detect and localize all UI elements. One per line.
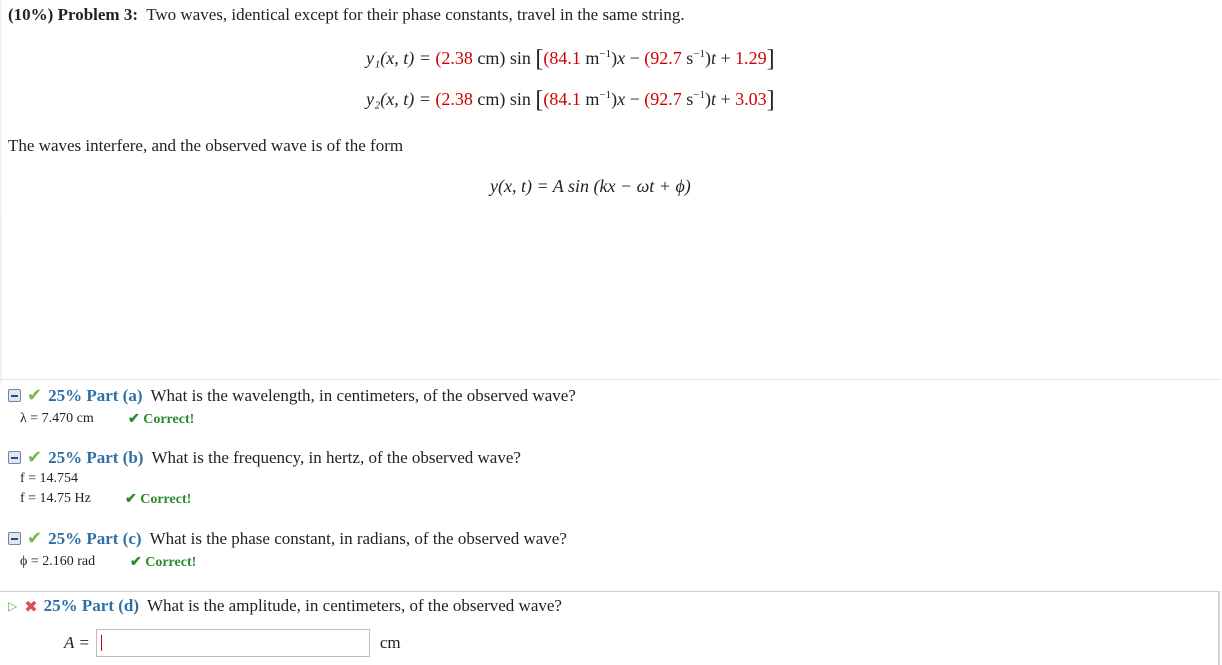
part-c-answer: ϕ = 2.160 rad	[20, 554, 96, 569]
part-c-label: 25% Part (c)	[48, 528, 142, 548]
eq-y1-k: (84.1	[543, 48, 581, 68]
equation-y1: y₁(x, t) = (2.38 cm) sin [(84.1 $m^{-1})x - (92.7$ $s^{-1})t + 1.29$]	[366, 46, 775, 72]
part-a-label: 25% Part (a)	[48, 385, 143, 405]
part-c-status: ✔ Correct!	[130, 555, 197, 570]
part-d-input-lhs: A =	[64, 633, 90, 652]
part-b-question: What is the frequency, in hertz, of the observed wave?	[151, 447, 521, 467]
collapse-icon[interactable]	[8, 451, 21, 464]
part-b-answer: f = 14.75 Hz	[20, 491, 91, 506]
eq-y1-amp: (2.38	[435, 48, 473, 68]
problem-header	[8, 5, 685, 25]
part-b-header	[8, 447, 521, 468]
exp-minus-one: −1	[693, 89, 705, 101]
eq-y1-amp-unit: cm) sin	[477, 48, 531, 68]
exp-minus-one: −1	[693, 48, 705, 60]
left-gutter	[0, 213, 2, 383]
part-b-status: ✔ Correct!	[125, 492, 192, 507]
part-d-input-row	[64, 629, 401, 657]
part-d-question: What is the amplitude, in centimeters, of the observed wave?	[147, 596, 562, 615]
left-gutter-top	[0, 0, 2, 213]
bracket-close: ]	[766, 87, 775, 113]
eq-y2-phase: 3.03	[735, 89, 767, 109]
eq-y2-amp-unit: cm) sin	[477, 89, 531, 109]
part-d-input-unit: cm	[379, 633, 401, 652]
exp-minus-one: −1	[599, 89, 612, 101]
part-a-status: ✔ Correct!	[128, 412, 195, 427]
part-a-header	[8, 385, 576, 406]
bracket-open: [	[535, 46, 544, 72]
part-d-header	[8, 596, 562, 616]
eq-y2-lhs: y₂(x, t) =	[366, 89, 431, 109]
eq-y2-k: (84.1	[543, 89, 581, 109]
eq-y2-amp: (2.38	[435, 89, 473, 109]
part-b-answer-raw: f = 14.754	[20, 471, 79, 486]
problem-prefix: (10%) Problem 3:	[8, 5, 138, 24]
eq-y1-omega-unit: s	[686, 48, 694, 68]
eq-y1-omega: (92.7	[644, 48, 682, 68]
collapse-icon[interactable]	[8, 532, 21, 545]
check-icon: ✔	[27, 447, 43, 468]
check-icon: ✔	[27, 385, 43, 406]
collapse-icon[interactable]	[8, 389, 21, 402]
eq-y2-omega: (92.7	[644, 89, 682, 109]
part-b-label: 25% Part (b)	[48, 447, 144, 467]
cross-icon: ✖	[24, 596, 38, 616]
part-d-label: 25% Part (d)	[43, 596, 140, 615]
part-c-header	[8, 528, 567, 549]
text-caret	[101, 635, 102, 651]
eq-y2-omega-unit: s	[686, 89, 694, 109]
eq-y1-phase: 1.29	[735, 48, 767, 68]
intro-text: The waves interfere, and the observed wave is of the form	[8, 136, 404, 155]
observed-wave-equation: y(x, t) = A sin (kx − ωt + ϕ)	[490, 176, 691, 196]
problem-statement: Two waves, identical except for their phase constants, travel in the same string.	[146, 5, 685, 24]
play-icon[interactable]: ▷	[8, 599, 18, 613]
equation-y2: y₂(x, t) = (2.38 cm) sin [(84.1 $m^{-1})x - (92.7$ $s^{-1})t + 3.03$]	[366, 87, 775, 113]
amplitude-input[interactable]	[96, 629, 370, 657]
bracket-open: [	[535, 87, 544, 113]
part-a-question: What is the wavelength, in centimeters, of the observed wave?	[150, 385, 576, 405]
exp-minus-one: −1	[599, 48, 612, 60]
eq-y1-k-unit: m	[585, 48, 600, 68]
part-c-question: What is the phase constant, in radians, of the observed wave?	[149, 528, 567, 548]
eq-y1-lhs: y₁(x, t) =	[366, 48, 431, 68]
eq-y2-k-unit: m	[585, 89, 600, 109]
section-divider	[0, 379, 1220, 380]
check-icon: ✔	[27, 528, 43, 549]
bracket-close: ]	[766, 46, 775, 72]
part-a-answer: λ = 7.470 cm	[20, 411, 94, 426]
